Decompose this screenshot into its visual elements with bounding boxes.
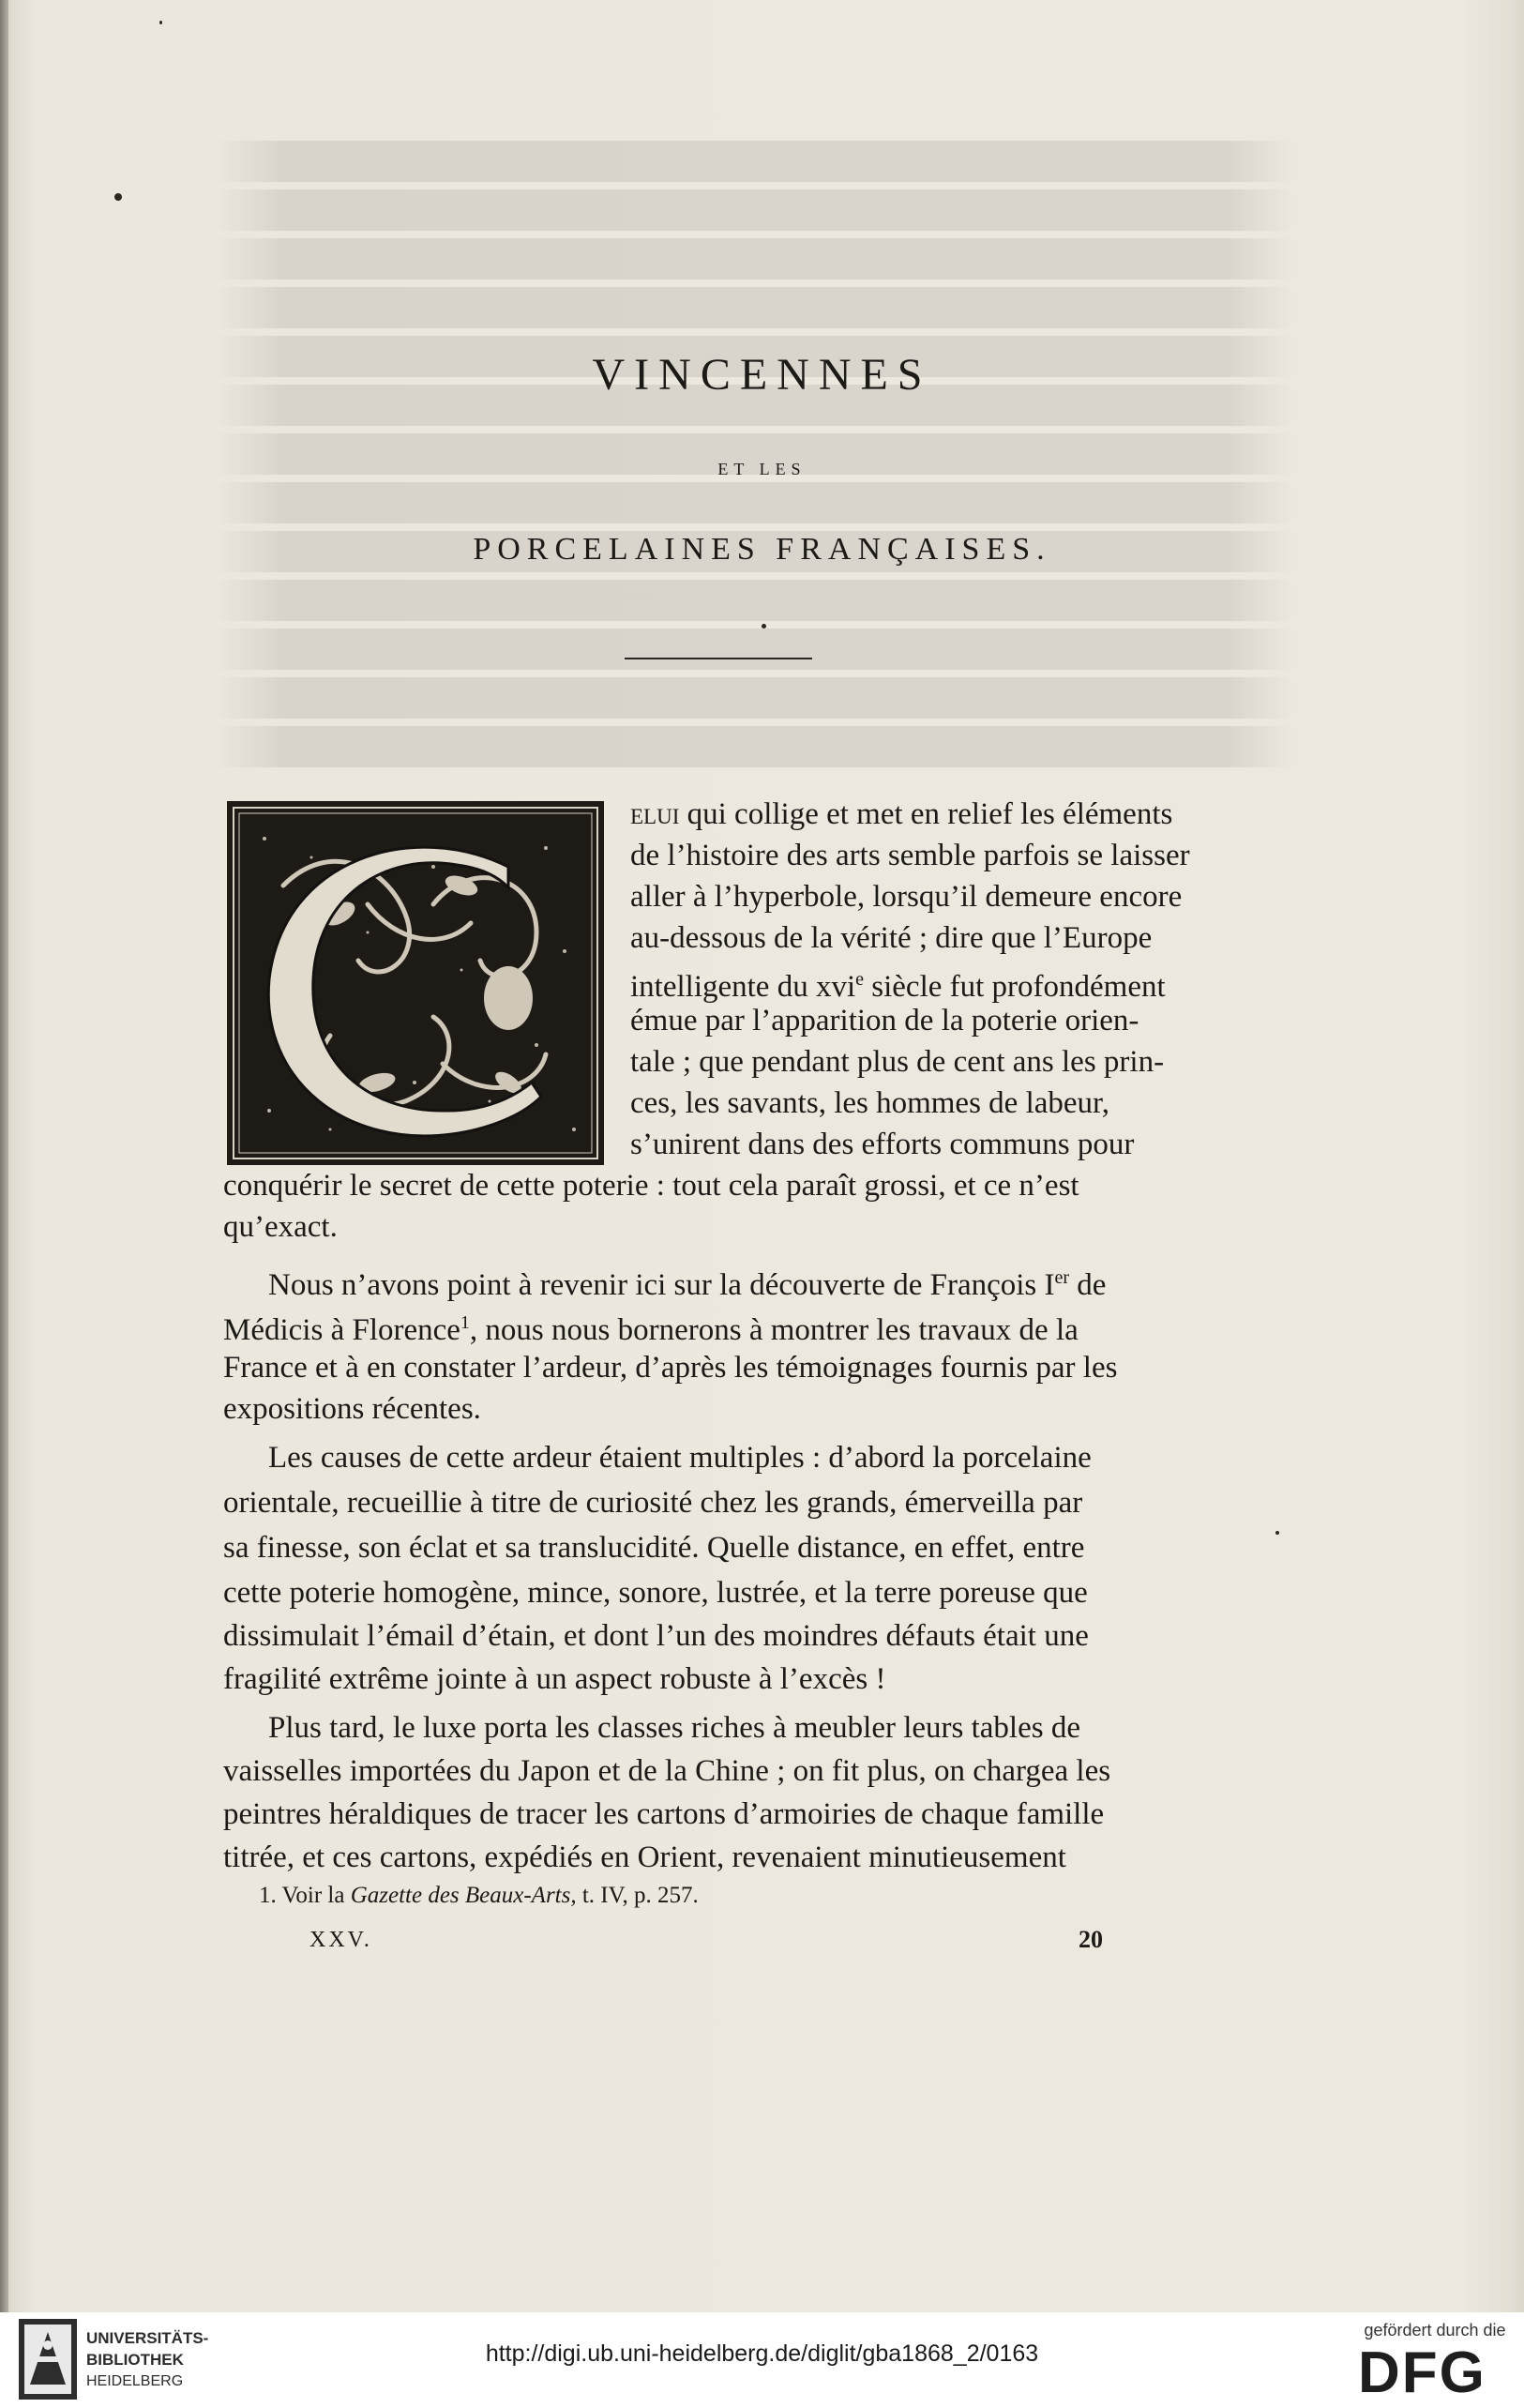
body-line: conquérir le secret de cette poterie : tout cela paraît grossi, et ce n’est: [223, 1169, 1079, 1203]
ink-speck: [1275, 1531, 1279, 1535]
body-line: France et à en constater l’ardeur, d’après les témoignages fournis par les: [223, 1351, 1118, 1385]
body-line: cette poterie homogène, mince, sonore, lustrée, et la terre poreuse que: [223, 1576, 1088, 1610]
body-line: peintres héraldiques de tracer les cartons d’armoiries de chaque famille: [223, 1797, 1105, 1831]
body-line: Nous n’avons point à revenir ici sur la découverte de François Ier de: [268, 1267, 1107, 1302]
page-number: 20: [1079, 1926, 1103, 1953]
dfg-logo: DFG: [1358, 2340, 1486, 2405]
body-line: aller à l’hyperbole, lorsqu’il demeure encore: [630, 880, 1183, 914]
body-line: dissimulait l’émail d’étain, et dont l’un des moindres défauts était une: [223, 1619, 1089, 1653]
footnote: 1. Voir la Gazette des Beaux-Arts, t. IV, p. 257.: [259, 1883, 699, 1908]
body-line: orientale, recueillie à titre de curiosité chez les grands, émerveilla par: [223, 1486, 1083, 1520]
superscript: e: [855, 969, 865, 990]
body-line: ces, les savants, les hommes de labeur,: [630, 1086, 1109, 1120]
footnote-journal-title: Gazette des Beaux-Arts,: [350, 1883, 577, 1908]
decorated-initial-c: [227, 801, 604, 1165]
body-line: vaisselles importées du Japon et de la Chine ; on fit plus, on chargea les: [223, 1754, 1111, 1788]
body-line: Médicis à Florence$^1$, nous nous bornerons à montrer les travaux de la: [223, 1312, 1079, 1347]
signature-mark: XXV.: [309, 1928, 372, 1952]
article-subtitle: PORCELAINES FRANÇAISES.: [473, 532, 1051, 567]
lead-word: elui: [630, 797, 680, 831]
body-line: s’unirent dans des efforts communs pour: [630, 1128, 1135, 1161]
body-line: au-dessous de la vérité ; dire que l’Europe: [630, 921, 1153, 955]
footnote-ref: 1: [460, 1312, 470, 1333]
ink-speck: [114, 193, 122, 201]
body-line: tale ; que pendant plus de cent ans les prin-: [630, 1045, 1165, 1079]
body-line: intelligente du xvi$^e$ siècle fut profondément: [630, 969, 1166, 1004]
superscript: er: [1054, 1267, 1070, 1288]
body-line: fragilité extrême jointe à un aspect robuste à l’excès !: [223, 1662, 886, 1696]
body-line: émue par l’apparition de la poterie orien-: [630, 1004, 1139, 1037]
body-line: de l’histoire des arts semble parfois se laisser: [630, 839, 1190, 872]
body-line: qu’exact.: [223, 1210, 338, 1244]
body-line: titrée, et ces cartons, expédiés en Orient, revenaient minutieusement: [223, 1840, 1066, 1874]
page-url-link[interactable]: http://digi.ub.uni-heidelberg.de/diglit/gba1868_2/0163: [485, 2340, 1039, 2367]
article-title: VINCENNES: [592, 350, 932, 400]
funding-caption: gefördert durch die: [1364, 2321, 1506, 2340]
body-line: Plus tard, le luxe porta les classes riches à meubler leurs tables de: [268, 1711, 1080, 1745]
ink-speck: [762, 624, 766, 629]
body-line: elui qui collige et met en relief les éléments: [630, 797, 1173, 831]
body-line: expositions récentes.: [223, 1392, 481, 1426]
body-line: sa finesse, son éclat et sa translucidité. Quelle distance, en effet, entre: [223, 1531, 1085, 1565]
article-subtitle-small: ET LES: [717, 460, 807, 478]
body-line: Les causes de cette ardeur étaient multiples : d’abord la porcelaine: [268, 1441, 1092, 1475]
page-edge-shadow: [0, 0, 8, 2312]
ink-speck: [159, 21, 162, 24]
library-name: UNIVERSITÄTS- BIBLIOTHEK HEIDELBERG: [86, 2329, 209, 2389]
title-rule: [625, 658, 812, 659]
